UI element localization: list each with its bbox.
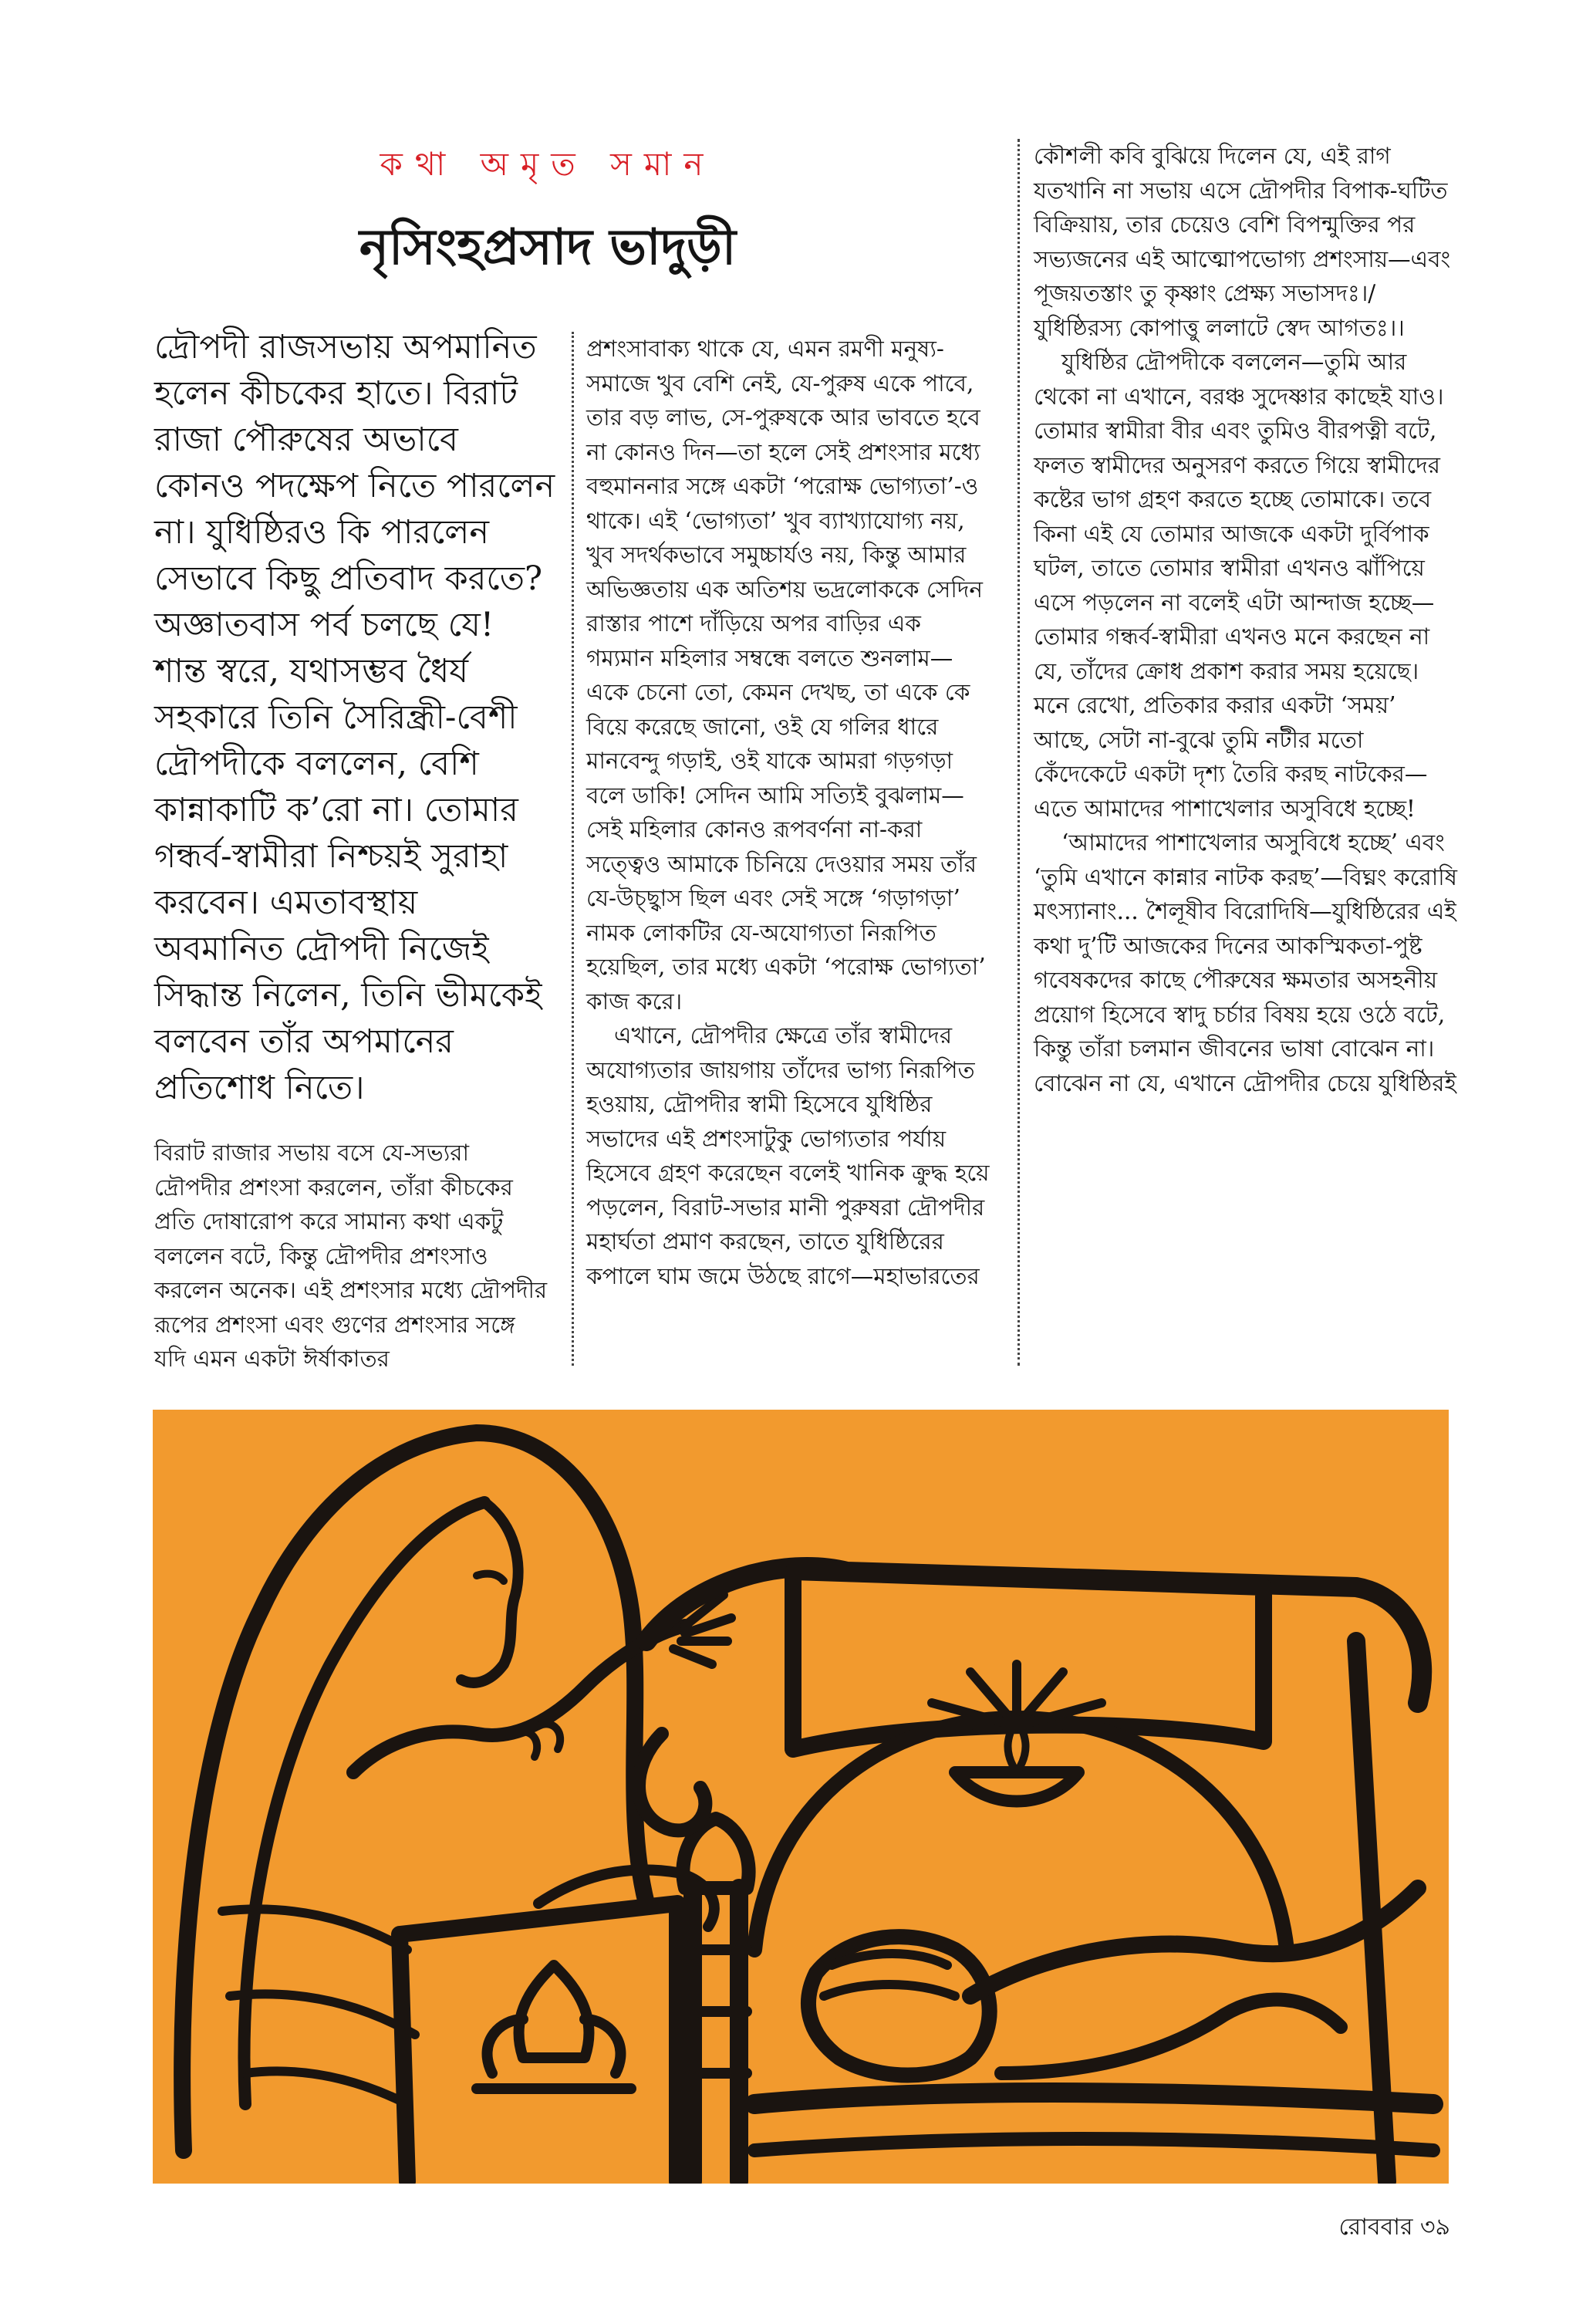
column-divider [572,332,574,1366]
body-paragraph: যুধিষ্ঠির দ্রৌপদীকে বললেন—তুমি আর থেকো না এখানে, বরঞ্চ সুদেষ্ণার কাছেই যাও। তোমার স্বামীরা বীর এবং তুমিও বীরপত্নী বটে, ফলত স্বামীদের অনুসরণ করতে গিয়ে স্বামীদের কষ্টের ভাগ গ্রহণ করতে হচ্ছে তোমাকে। তবে কিনা এই যে তোমার আজকে একটা দুর্বিপাক ঘটল, তাতে তোমার স্বামীরা এখনও ঝাঁপিয়ে এসে পড়লেন না বলেই এটা আন্দাজ হচ্ছে—তোমার গন্ধর্ব-স্বামীরা এখনও মনে করছেন না যে, তাঁদের ক্রোধ প্রকাশ করার সময় হয়েছে। মনে রেখো, প্রতিকার করার একটা ‘সময়’ আছে, সেটা না-বুঝে তুমি নটীর মতো কেঁদেকেটে একটা দৃশ্য তৈরি করছ নাটকের—এতে আমাদের পাশাখেলার অসুবিধে হচ্ছে! [1034,349,1444,822]
woman-bangles [515,1724,560,1757]
body-paragraph: এখানে, দ্রৌপদীর ক্ষেত্রে তাঁর স্বামীদের অযোগ্যতার জায়গায় তাঁদের ভাগ্য নিরূপিত হওয়ায়, দ্রৌপদীর স্বামী হিসেবে যুধিষ্ঠির সভাদের এই প্রশংসাটুকু ভোগ্যতার পর্যায় হিসেবে গ্রহণ করেছেন বলেই খানিক ক্রুদ্ধ হয়ে পড়লেন, বিরাট-সভার মানী পুরুষরা দ্রৌপদীর মহার্ঘতা প্রমাণ করছেন, তাতে যুধিষ্ঠিরের কপালে ঘাম জমে উঠছে রাগে—মহাভারতের [586,1022,990,1289]
lead-paragraph [154,324,555,1111]
body-column-3 [1034,139,1458,1100]
lotus [477,1965,631,2089]
woman-eye [477,1574,504,1581]
body-paragraph: বিরাট রাজার সভায় বসে যে-সভ্যরা দ্রৌপদীর প্রশংসা করলেন, তাঁরা কীচকের প্রতি দোষারোপ করে সামান্য কথা একটু বললেন বটে, কিন্তু দ্রৌপদীর প্রশংসাও করলেন অনেক। এই প্রশংসার মধ্যে দ্রৌপদীর রূপের প্রশংসা এবং গুণের প্রশংসার সঙ্গে যদি এমন একটা ঈর্ষাকাতর [154,1140,548,1372]
column-divider [1017,139,1020,1366]
bed-base-lower [754,2139,1433,2150]
column-kicker: কথা অমৃত সমান [380,145,716,183]
body-column-2 [586,332,995,1293]
sleeping-figure-body [970,1888,1418,1996]
sleeping-figure-arm [1001,2000,1341,2073]
page-folio: রোববার ৩৯ [1338,2214,1450,2241]
body-paragraph: কৌশলী কবি বুঝিয়ে দিলেন যে, এই রাগ যতখানি না সভায় এসে দ্রৌপদীর বিপাক-ঘটিত বিক্রিয়ায়, তার চেয়েও বেশি বিপন্মুক্তির পর সভ্যজনের এই আত্মোপভোগ্য প্রশংসায়—এবং পূজয়তস্তাং তু কৃষ্ণাং প্রেক্ষ্য সভাসদঃ।/যুধিষ্ঠিরস্য কোপাত্তু ললাটে স্বেদ আগতঃ।। [1034,143,1451,341]
canopy-swirl [639,1734,705,1830]
author-name: নৃসিংহপ্রসাদ ভাদুড়ী [359,218,737,276]
woodcut-illustration [153,1410,1449,2184]
sleeping-figure-hair [824,1954,955,1996]
bed-base [754,2093,1433,2104]
body-column-1 [154,1136,552,1376]
illustration-artwork [153,1410,1449,2184]
body-paragraph: প্রশংসাবাক্য থাকে যে, এমন রমণী মনুষ্য-সমাজে খুব বেশি নেই, যে-পুরুষ একে পাবে, তার বড় লাভ, সে-পুরুষকে আর ভাবতে হবে না কোনও দিন—তা হলে সেই প্রশংসার মধ্যে বহুমাননার সঙ্গে একটা ‘পরোক্ষ ভোগ্যতা’-ও থাকে। এই ‘ভোগ্যতা’ খুব ব্যাখ্যাযোগ্য নয়, খুব সদর্থকভাবে সমুচ্চার্যও নয়, কিন্তু আমার অভিজ্ঞতায় এক অতিশয় ভদ্রলোককে সেদিন রাস্তার পাশে দাঁড়িয়ে অপর বাড়ির এক গম্যমান মহিলার সম্বন্ধে বলতে শুনলাম—একে চেনো তো, কেমন দেখছ, তা একে কে বিয়ে করেছে জানো, ওই যে গলির ধারে মানবেন্দু গড়াই, ওই যাকে আমরা গড়গড়া বলে ডাকি! সেদিন আমি সত্যিই বুঝলাম—সেই মহিলার কোনও রূপবর্ণনা না-করা সত্ত্বেও আমাকে চিনিয়ে দেওয়ার সময় তাঁর যে-উচ্ছ্বাস ছিল এবং সেই সঙ্গে ‘গড়াগড়া’ নামক লোকটির যে-অযোগ্যতা নিরূপিত হয়েছিল, তার মধ্যে একটা ‘পরোক্ষ ভোগ্যতা’ কাজ করে। [586,336,986,1015]
woman-face [461,1502,518,1683]
bedpost [693,1888,739,2181]
lead-text: দ্রৌপদী রাজসভায় অপমানিত হলেন কীচকের হাতে। বিরাট রাজা পৌরুষের অভাবে কোনও পদক্ষেপ নিতে পারলেন না। যুধিষ্ঠিরও কি পারলেন সেভাবে কিছু প্রতিবাদ করতে? অজ্ঞাতবাস পর্ব চলছে যে! শান্ত স্বরে, যথাসম্ভব ধৈর্য সহকারে তিনি সৈরিন্ধ্রী-বেশী দ্রৌপদীকে বললেন, বেশি কান্নাকাটি ক’রো না। তোমার গন্ধর্ব-স্বামীরা নিশ্চয়ই সুরাহা করবেন। এমতাবস্থায় অবমানিত দ্রৌপদী নিজেই সিদ্ধান্ত নিলেন, তিনি ভীমকেই বলবেন তাঁর অপমানের প্রতিশোধ নিতে। [154,328,555,1107]
bed-panel [400,1903,677,2181]
lamp-flame [1007,1718,1025,1772]
canopy-arch [754,1718,1287,1950]
lamp-bowl [955,1772,1078,1802]
body-paragraph: ‘আমাদের পাশাখেলার অসুবিধে হচ্ছে’ এবং ‘তুমি এখানে কান্নার নাটক করছ’—বিঘ্নং করোষি মৎস্যানাং... শৈলূষীব বিরোদিষি—যুধিষ্ঠিরের এই কথা দু’টি আজকের দিনের আকস্মিকতা-পুষ্ট গবেষকদের কাছে পৌরুষের ক্ষমতার অসহনীয় প্রয়োগ হিসেবে স্বাদু চর্চার বিষয় হয়ে ওঠে বটে, কিন্তু তাঁরা চলমান জীবনের ভাষা বোঝেন না। বোঝেন না যে, এখানে দ্রৌপদীর চেয়ে যুধিষ্ঠিরই [1034,829,1457,1096]
